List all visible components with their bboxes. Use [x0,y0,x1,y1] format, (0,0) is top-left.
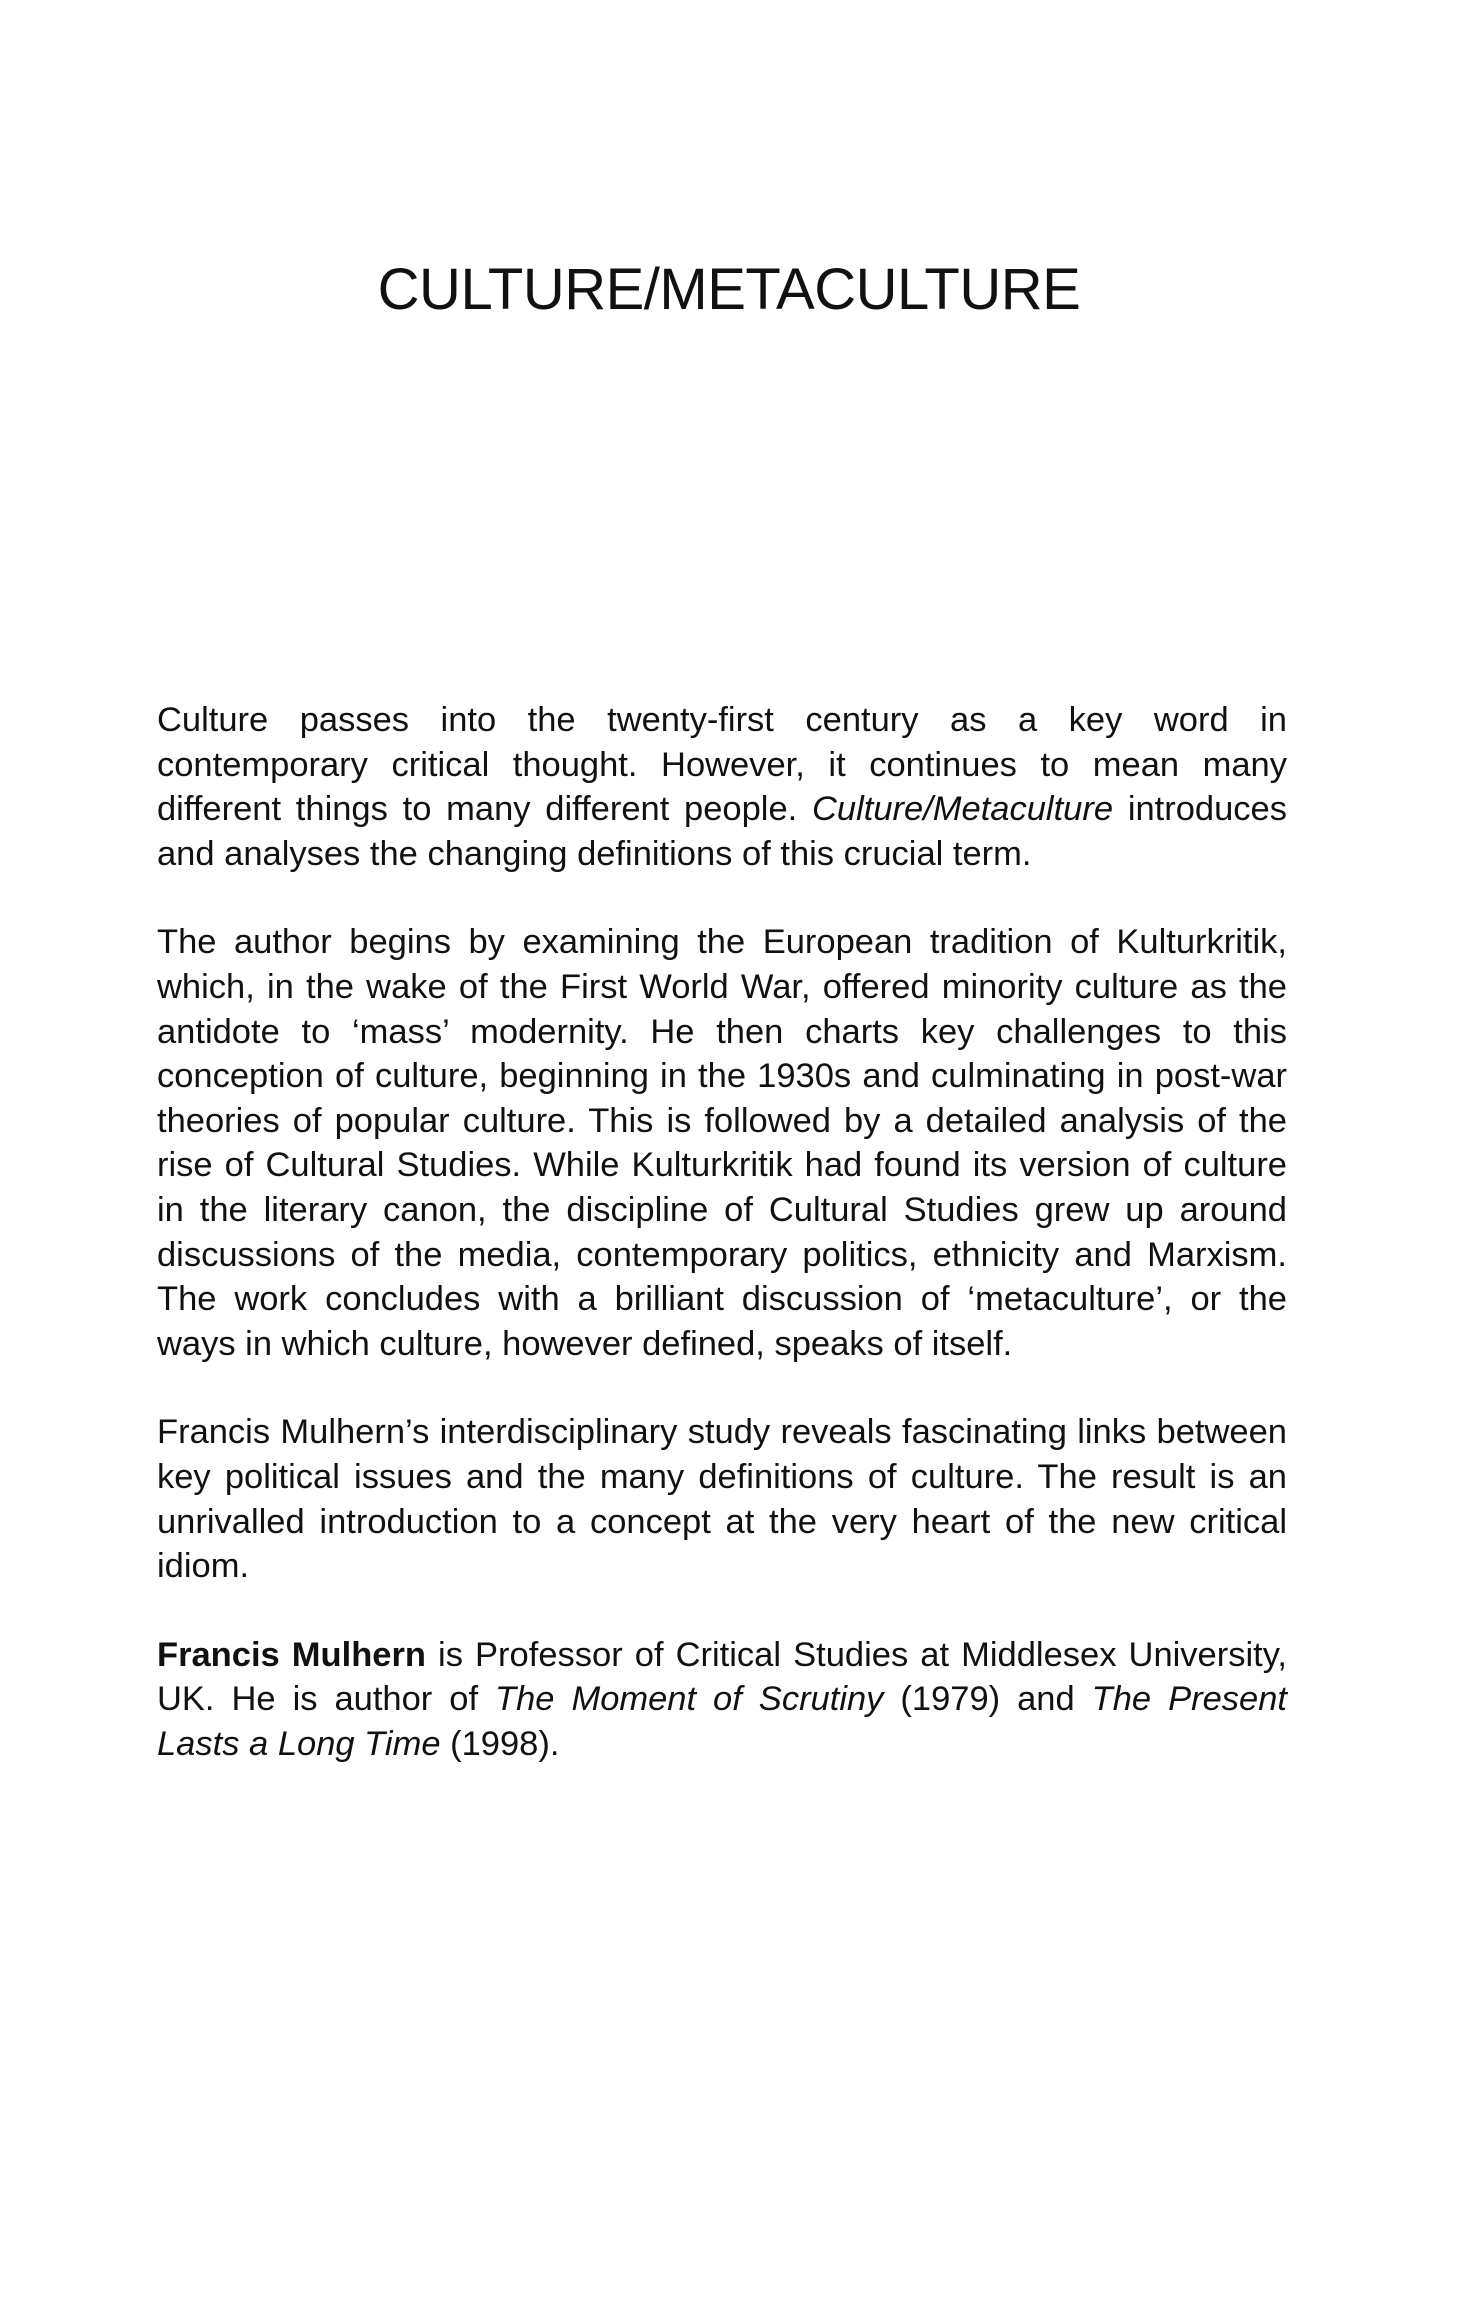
book-title-present: The Present Lasts a Long Time [157,1680,1287,1763]
author-name: Francis Mulhern [157,1635,426,1674]
book-title-italic: Culture/Metaculture [812,790,1114,829]
bio-text-end: (1998). [440,1724,560,1763]
paragraph-summary [157,920,1287,1366]
intro-text-start: Culture passes into the twenty-first century as a key word in contemporary critical thought. However, it continues to mean many different things to many different people. [157,701,1287,829]
summary-text: The author begins by examining the European tradition of Kulturkritik, which, in the wake of the First World War, offered minority culture as the antidote to ‘mass’ modernity. He then charts key challenges to this conception of culture, beginning in the 1930s and culminating in post-war theories of popular culture. This is followed by a detailed analysis of the rise of Cultural Studies. While Kulturkritik had found its version of culture in the literary canon, the discipline of Cultural Studies grew up around discussions of the media, contemporary politics, ethnicity and Marxism. The work concludes with a brilliant discussion of ‘metaculture’, or the ways in which culture, however defined, speaks of itself. [157,923,1287,1363]
description-body [157,698,1287,1766]
bio-text-start: is Professor of Critical Studies at Middlesex University, UK. He is author of [157,1635,1287,1719]
paragraph-intro [157,698,1287,876]
conclusion-text: Francis Mulhern’s interdisciplinary study reveals fascinating links between key political issues and the many definitions of culture. The result is an unrivalled introduction to a concept at the very heart of the new critical idiom. [157,1413,1287,1586]
book-title-scrutiny: The Moment of Scrutiny [495,1680,884,1719]
page-title: CULTURE/METACULTURE [377,257,1081,322]
intro-text-end: introduces and analyses the changing definitions of this crucial term. [157,790,1287,873]
paragraph-conclusion [157,1410,1287,1588]
bio-text-middle: (1979) and [883,1680,1092,1719]
paragraph-author-bio [157,1633,1287,1767]
